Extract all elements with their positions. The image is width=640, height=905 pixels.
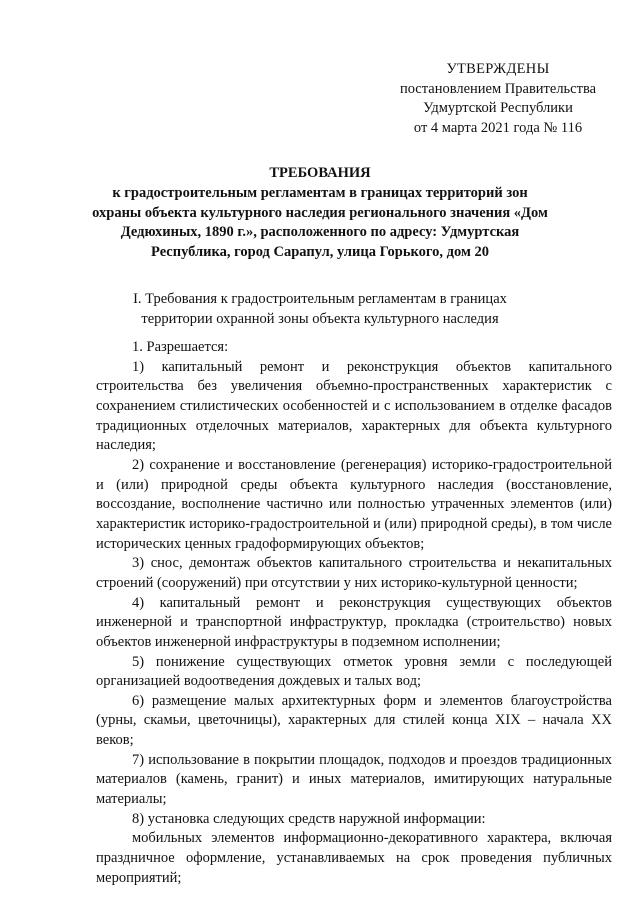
paragraph: мобильных элементов информационно-декоративного характера, включая праздничное оформление, устанавливаемых на срок проведения публичных мероприятий;: [96, 830, 612, 886]
paragraph: 8) установка следующих средств наружной информации:: [132, 810, 486, 827]
paragraph: 3) снос, демонтаж объектов капитального строительства и некапитальных строений (сооружений) при отсутствии у них историко-культурной ценности;: [96, 555, 612, 591]
approval-title: УТВЕРЖДЕНЫ: [446, 61, 550, 77]
paragraph: 1. Разрешается:: [132, 339, 229, 355]
paragraph: 1) капитальный ремонт и реконструкция объектов капитального строительства без увеличения объемно-пространственных характеристик с сохранением стилистических особенностей и с использованием в отделке фасадов традиционных отделочных материалов, характерных для объекта культурного наследия;: [96, 358, 612, 454]
paragraph: 7) использование в покрытии площадок, подходов и проездов традиционных материалов (камень, гранит) и иных материалов, имитирующих натуральные материалы;: [96, 751, 612, 808]
paragraph: 5) понижение существующих отметок уровня земли с последующей организацией водоотведения дождевых и талых вод;: [96, 653, 612, 690]
paragraph: 6) размещение малых архитектурных форм и элементов благоустройства (урны, скамьи, цветочницы), характерных для стилей конца XIX – начала XX веков;: [96, 692, 612, 749]
approval-line: постановлением Правительства: [399, 80, 597, 97]
section-heading: I. Требования к градостроительным регламентам в границах территории охранной зоны объекта культурного наследия: [133, 291, 507, 327]
document-body: [96, 338, 612, 888]
paragraph: 2) сохранение и восстановление (регенерация) историко-градостроительной и (или) природной среды объекта культурного наследия (восстановление, воссоздание, восполнение частично или полностью утраченных элементов (или) характеристик историко-градостроительной и (или) природной среды), в том числе исторических ценных градоформирующих объектов;: [96, 456, 612, 552]
approval-line: Удмуртской Республики: [423, 100, 573, 116]
approval-date-line: от 4 марта 2021 года № 116: [413, 119, 583, 136]
requirements-title: [90, 164, 550, 263]
document-subtitle: к градостроительным регламентам в границах территорий зон охраны объекта культурного наследия регионального значения «Дом Дедюхиных, 1890 г.», расположенного по адресу: Удмуртская Республика, город Сарапул, улица Горького, дом 20: [92, 184, 548, 261]
document-heading: ТРЕБОВАНИЯ: [269, 165, 371, 181]
approval-stamp: [378, 60, 618, 138]
paragraph: 4) капитальный ремонт и реконструкция существующих объектов инженерной и транспортной инфраструктур, прокладка (строительство) новых объектов инженерной инфраструктуры в подземном исполнении;: [96, 594, 612, 650]
